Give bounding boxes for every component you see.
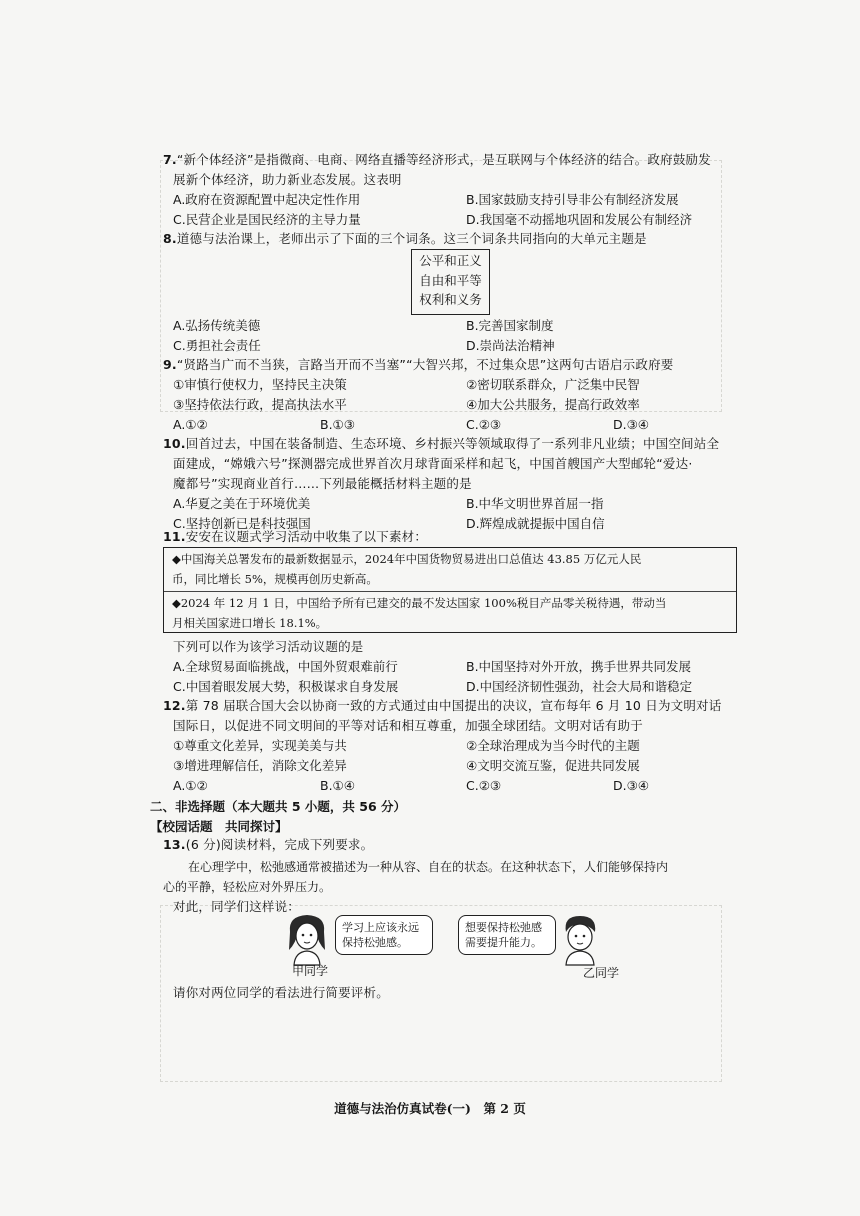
- option-c[interactable]: C.勇担社会责任: [173, 337, 261, 353]
- material-line: 心的平静，轻松应对外界压力。: [163, 880, 332, 894]
- question-11-ask: [173, 637, 743, 657]
- option-d[interactable]: D.中国经济韧性强劲，社会大局和谐稳定: [466, 678, 693, 694]
- material-line: ◆2024 年 12 月 1 日，中国给予所有已建交的最不发达国家 100%税目产品零关税待遇，带动当: [172, 596, 667, 610]
- student-a-girl-icon: [282, 910, 332, 966]
- term-2: 自由和平等: [419, 272, 482, 288]
- lead-text: 对此，同学们这样说：: [173, 899, 301, 914]
- question-9-statements: [173, 375, 753, 434]
- option-b[interactable]: B.①③: [320, 416, 355, 432]
- terms-box: [411, 249, 490, 315]
- question-number: 8.: [163, 231, 177, 246]
- topic-heading: 【校园话题 共同探讨】: [150, 819, 288, 834]
- question-8: [163, 229, 733, 249]
- speech-bubble-a: [335, 915, 433, 955]
- material-line: 在心理学中，松弛感通常被描述为一种从容、自在的状态。在这种状态下，人们能够保持内: [188, 860, 669, 874]
- question-ask: 下列可以作为该学习活动议题的是: [173, 639, 364, 654]
- option-a[interactable]: A.政府在资源配置中起决定性作用: [173, 192, 361, 207]
- question-number: 7.: [163, 152, 177, 167]
- speech-bubble-b: [458, 915, 556, 955]
- option-c[interactable]: C.民营企业是国民经济的主导力量: [173, 211, 361, 227]
- bubble-line: 保持松弛感。: [342, 936, 408, 949]
- question-11: [163, 527, 733, 547]
- question-number: 13.: [163, 837, 186, 852]
- question-7-options: [173, 190, 753, 230]
- question-stem: “新个体经济”是指微商、电商、网络直播等经济形式，是互联网与个体经济的结合。政府鼓励发: [176, 152, 711, 167]
- question-number: 11.: [163, 529, 186, 544]
- option-b[interactable]: B.①④: [320, 777, 355, 793]
- material-item-2: [164, 591, 736, 635]
- question-stem: (6 分)阅读材料，完成下列要求。: [185, 837, 374, 852]
- term-1: 公平和正义: [419, 253, 482, 268]
- question-7: [163, 150, 733, 190]
- question-stem: 第 78 届联合国大会以协商一致的方式通过由中国提出的决议，宣布每年 6 月 10 日为文明对话: [185, 698, 722, 713]
- question-stem: 安安在议题式学习活动中收集了以下素材：: [185, 529, 428, 544]
- term-3: 权利和义务: [419, 292, 482, 307]
- question-stem-cont: 魔都号”实现商业首行……下列最能概括材料主题的是: [173, 475, 472, 491]
- question-stem: “贤路当广而不当狭，言路当开而不当塞”“大智兴邦，不过集众思”这两句古语启示政府要: [176, 357, 674, 372]
- option-b[interactable]: B.中华文明世界首屈一指: [466, 496, 604, 511]
- material-item-1: [164, 548, 736, 591]
- option-d[interactable]: D.③④: [613, 416, 650, 432]
- option-a[interactable]: A.①②: [173, 416, 208, 432]
- statement-4: ④文明交流互鉴，促进共同发展: [466, 757, 640, 773]
- question-number: 10.: [163, 436, 186, 451]
- bubble-line: 想要保持松弛感: [465, 921, 542, 934]
- option-d[interactable]: D.崇尚法治精神: [466, 337, 555, 353]
- question-stem-cont: 面建成，“嫦娥六号”探测器完成世界首次月球背面采样和起飞，中国首艘国产大型邮轮“爱达·: [173, 455, 693, 471]
- statement-2: ②全球治理成为当今时代的主题: [466, 738, 640, 753]
- material-line: ◆中国海关总署发布的最新数据显示，2024年中国货物贸易进出口总值达 43.85 万亿元人民: [172, 552, 642, 566]
- material-box: [163, 547, 737, 633]
- statement-1: ①尊重文化差异，实现美美与共: [173, 738, 347, 753]
- option-d[interactable]: D.辉煌成就提振中国自信: [466, 515, 605, 531]
- question-13-ask: [173, 983, 743, 1003]
- question-12-statements: [173, 736, 753, 795]
- statement-2: ②密切联系群众，广泛集中民智: [466, 377, 640, 392]
- statement-1: ①审慎行使权力，坚持民主决策: [173, 377, 347, 392]
- question-stem-cont: 国际日，以促进不同文明间的平等对话和相互尊重，加强全球团结。文明对话有助于: [173, 717, 643, 733]
- statement-3: ③增进理解信任，消除文化差异: [173, 757, 347, 773]
- statement-4: ④加大公共服务，提高行政效率: [466, 396, 640, 412]
- option-a[interactable]: A.华夏之美在于环境优美: [173, 496, 311, 511]
- material-line: 币，同比增长 5%，规模再创历史新高。: [172, 571, 378, 586]
- bubble-line: 需要提升能力。: [465, 936, 542, 949]
- page-footer: 道德与法治仿真试卷(一) 第 2 页: [334, 1101, 526, 1116]
- option-c[interactable]: C.坚持创新已是科技强国: [173, 515, 311, 531]
- option-c[interactable]: C.中国着眼发展大势，积极谋求自身发展: [173, 678, 399, 694]
- question-12: [163, 696, 733, 736]
- option-c[interactable]: C.②③: [466, 416, 502, 432]
- question-stem: 回首过去，中国在装备制造、生态环境、乡村振兴等领域取得了一系列非凡业绩；中国空间站全: [185, 436, 720, 451]
- student-b-caption: 乙同学: [583, 966, 620, 980]
- material-line: 月相关国家进口增长 18.1%。: [172, 615, 328, 630]
- option-a[interactable]: A.弘扬传统美德: [173, 318, 261, 333]
- option-d[interactable]: D.我国毫不动摇地巩固和发展公有制经济: [466, 211, 693, 227]
- question-stem-cont: 展新个体经济，助力新业态发展。这表明: [173, 171, 402, 187]
- question-number: 9.: [163, 357, 177, 372]
- student-b-boy-icon: [555, 910, 605, 966]
- option-a[interactable]: A.①②: [173, 777, 208, 793]
- option-b[interactable]: B.国家鼓励支持引导非公有制经济发展: [466, 192, 679, 207]
- question-13-lead: [173, 897, 743, 917]
- question-9: [163, 355, 733, 375]
- option-a[interactable]: A.全球贸易面临挑战，中国外贸艰难前行: [173, 659, 398, 674]
- material-paragraph: [163, 857, 738, 897]
- section-heading: 二、非选择题（本大题共 5 小题，共 56 分）: [150, 799, 407, 814]
- question-13: [163, 835, 733, 855]
- question-ask: 请你对两位同学的看法进行简要评析。: [173, 985, 389, 1000]
- statement-3: ③坚持依法行政，提高执法水平: [173, 396, 347, 412]
- question-stem: 道德与法治课上，老师出示了下面的三个词条。这三个词条共同指向的大单元主题是: [176, 231, 647, 246]
- question-8-options: [173, 316, 753, 356]
- option-b[interactable]: B.完善国家制度: [466, 318, 554, 333]
- option-d[interactable]: D.③④: [613, 777, 650, 793]
- bubble-line: 学习上应该永远: [342, 921, 419, 934]
- question-10: [163, 434, 733, 493]
- question-number: 12.: [163, 698, 186, 713]
- student-a-caption: 甲同学: [292, 964, 329, 978]
- option-c[interactable]: C.②③: [466, 777, 502, 793]
- option-b[interactable]: B.中国坚持对外开放，携手世界共同发展: [466, 659, 692, 674]
- question-11-options: [173, 657, 753, 697]
